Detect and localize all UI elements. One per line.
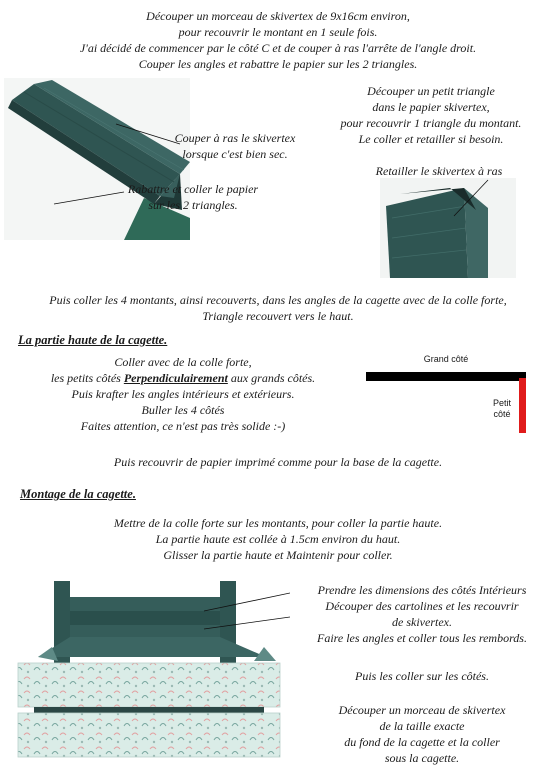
paragraph-line: Triangle recouvert vers le haut.	[202, 309, 354, 323]
instruction-line: Faire les angles et coller tous les rembords.	[317, 631, 527, 645]
intro-line: pour recouvrir le montant en 1 seule fois.	[178, 25, 378, 39]
instruction-line: Coller avec de la colle forte,	[114, 355, 252, 369]
trim-label: Retailler le skivertex à ras	[375, 164, 503, 178]
instruction-line: Puis krafter les angles intérieurs et extérieurs.	[71, 387, 295, 401]
photo-assembled-crate	[14, 577, 290, 761]
callout-cut	[170, 130, 300, 162]
instruction-line: Prendre les dimensions des côtés Intérieurs	[317, 583, 527, 597]
section-heading-assembly: Montage de la cagette.	[20, 487, 136, 501]
emphasis-text: Perpendiculairement	[123, 371, 228, 385]
instruction-line: de skivertex.	[392, 615, 452, 629]
short-side-bar	[519, 378, 526, 433]
instruction-line: sous la cagette.	[384, 751, 460, 765]
text-fragment: les petits côtés	[50, 371, 124, 385]
instruction-line: Le coller et retailler si besoin.	[358, 132, 504, 146]
short-side-label	[484, 398, 520, 420]
final-instructions-block2: Puis les coller sur les côtés.	[355, 669, 489, 683]
assembly-instructions	[0, 515, 556, 563]
callout-line: lorsque c'est bien sec.	[182, 147, 288, 161]
top-part-closing: Puis recouvrir de papier imprimé comme pour la base de la cagette.	[113, 455, 443, 469]
triangle-instructions	[316, 83, 546, 147]
instruction-line: Découper un petit triangle	[367, 84, 495, 98]
final-instructions-block3	[290, 702, 554, 766]
text-fragment: aux grands côtés.	[227, 371, 316, 385]
instruction-line: de la taille exacte	[379, 719, 465, 733]
final-instructions-block1	[290, 582, 554, 646]
intro-line: Couper les angles et rabattre le papier sur les 2 triangles.	[138, 57, 418, 71]
intro-paragraph	[0, 8, 556, 72]
callout-line: sur les 2 triangles.	[148, 198, 238, 212]
photo-covered-montant	[4, 78, 190, 240]
label-line: côté	[493, 409, 511, 419]
long-side-bar	[366, 372, 526, 381]
sides-diagram	[366, 354, 536, 434]
instruction-line: Glisser la partie haute et Maintenir pour coller.	[163, 548, 393, 562]
instruction-line: Faites attention, ce n'est pas très solide :-)	[80, 419, 286, 433]
instruction-line: Mettre de la colle forte sur les montants, pour coller la partie haute.	[113, 516, 443, 530]
instruction-line: du fond de la cagette et la coller	[344, 735, 500, 749]
callout-fold	[118, 181, 268, 213]
top-part-instructions	[20, 354, 346, 434]
glue-montants-paragraph	[0, 292, 556, 324]
intro-line: Découper un morceau de skivertex de 9x16cm environ,	[146, 9, 410, 23]
callout-line: Couper à ras le skivertex	[174, 131, 296, 145]
instruction-line	[20, 370, 346, 386]
instruction-line: dans le papier skivertex,	[372, 100, 490, 114]
instruction-line: Découper des cartolines et les recouvrir	[325, 599, 519, 613]
instruction-line: Buller les 4 côtés	[141, 403, 225, 417]
instruction-line: La partie haute est collée à 1.5cm environ du haut.	[155, 532, 401, 546]
paragraph-line: Puis coller les 4 montants, ainsi recouverts, dans les angles de la cagette avec de la colle forte,	[49, 293, 507, 307]
section-heading-top: La partie haute de la cagette.	[18, 333, 168, 347]
instruction-line: Découper un morceau de skivertex	[338, 703, 506, 717]
label-line: Petit	[492, 398, 511, 408]
callout-line: Rabattre et coller le papier	[127, 182, 259, 196]
photo-trimmed-triangle	[380, 178, 516, 278]
instruction-line: pour recouvrir 1 triangle du montant.	[340, 116, 522, 130]
intro-line: J'ai décidé de commencer par le côté C et de couper à ras l'arrête de l'angle droit.	[79, 41, 477, 55]
long-side-label: Grand côté	[423, 354, 469, 364]
